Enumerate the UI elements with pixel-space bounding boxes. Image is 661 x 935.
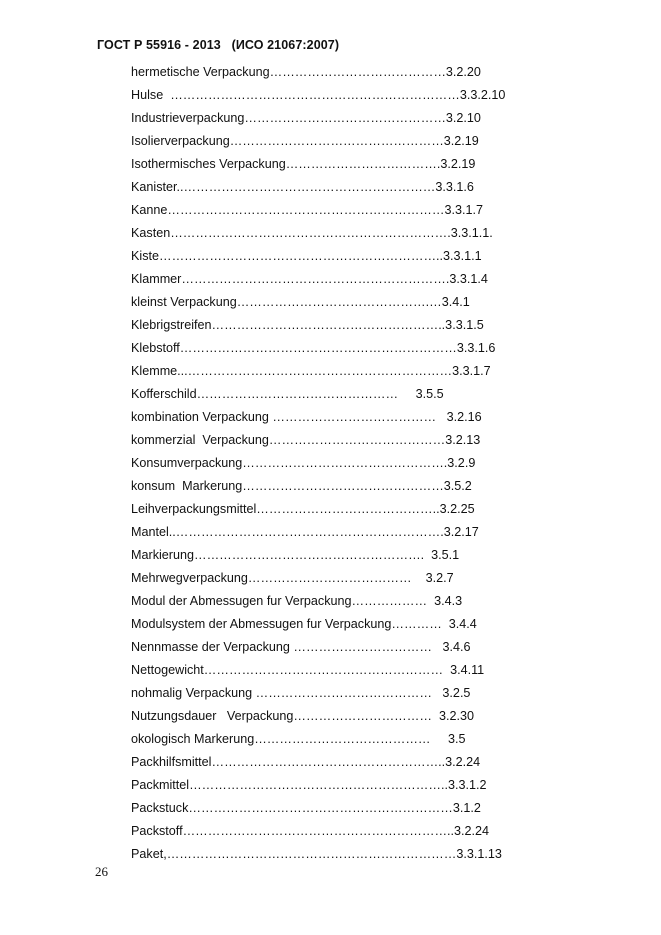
index-entry: Kanister..……………………………………………………3.3.1.6	[131, 180, 474, 194]
index-entry: Packstuck………………………………………………………3.1.2	[131, 801, 481, 815]
index-entry: Isothermisches Verpackung……………………………….3.2.19	[131, 157, 476, 171]
index-entry: Modulsystem der Abmessugen fur Verpackung………… 3.4.4	[131, 617, 477, 631]
index-entry: Modul der Abmessugen fur Verpackung……………… 3.4.3	[131, 594, 463, 608]
index-entry: Hulse ……………………………………………………………3.3.2.10	[131, 88, 506, 102]
index-entry: Packstoff………………………………………………………..3.2.24	[131, 824, 490, 838]
index-entry: Kasten………………………………………………………….3.3.1.1.	[131, 226, 493, 240]
index-entry: hermetische Verpackung……………………………………3.2.20	[131, 65, 481, 79]
index-entry: Klammer……………………………………………………….3.3.1.4	[131, 272, 488, 286]
index-entry: Kanne…………………………………………………………3.3.1.7	[131, 203, 483, 217]
index-entry: okologisch Markerung…………………………………… 3.5	[131, 732, 466, 746]
index-entry: Packhilfsmittel………………………………………………..3.2.24	[131, 755, 481, 769]
index-entry: Packmittel……………………………………………………..3.3.1.2	[131, 778, 487, 792]
page-number: 26	[95, 864, 108, 879]
index-entry: Markierung………………………………………………. 3.5.1	[131, 548, 460, 562]
index-entry: Isolierverpackung……………………………………………3.2.19	[131, 134, 479, 148]
index-entry: Klebrigstreifen………………………………………………..3.3.1.5	[131, 318, 484, 332]
index-entry: Industrieverpackung…………………………………………3.2.10	[131, 111, 481, 125]
index-entry: konsum Markerung…………………………………………3.5.2	[131, 479, 472, 493]
index-entry: Leihverpackungsmittel……………………………………..3.2.25	[131, 502, 475, 516]
index-entry: kleinst Verpackung……………………………………….…3.4.1	[131, 295, 470, 309]
index-entry: nohmalig Verpackung …………………………………… 3.2.5	[131, 686, 471, 700]
document-header: ГОСТ Р 55916 - 2013 (ИСО 21067:2007)	[97, 38, 340, 52]
alphabetical-index	[131, 61, 531, 866]
index-entry: kommerzial Verpackung……………………………………3.2.13	[131, 433, 481, 447]
index-entry: Mehrwegverpackung………………………………… 3.2.7	[131, 571, 454, 585]
index-entry: kombination Verpackung ………………………………… 3.2.16	[131, 410, 482, 424]
index-entry: Nettogewicht………………………………………………… 3.4.11	[131, 663, 485, 677]
index-entry: Kofferschild………………………………………… 3.5.5	[131, 387, 444, 401]
index-entry: Kiste…………………………………………………………..3.3.1.1	[131, 249, 482, 263]
index-entry: Nennmasse der Verpackung …………………………… 3.4.6	[131, 640, 471, 654]
index-entry: Klebstoff…………………………………………………………3.3.1.6	[131, 341, 496, 355]
index-entry: Paket,……………………………………………………………3.3.1.13	[131, 847, 502, 861]
index-entry: Mantel..……………………………………………………….3.2.17	[131, 525, 479, 539]
index-entry: Nutzungsdauer Verpackung…………………………… 3.2.30	[131, 709, 474, 723]
index-entry: Konsumverpackung………………………………………….3.2.9	[131, 456, 476, 470]
index-entry: Klemme...………………………………………………………3.3.1.7	[131, 364, 491, 378]
